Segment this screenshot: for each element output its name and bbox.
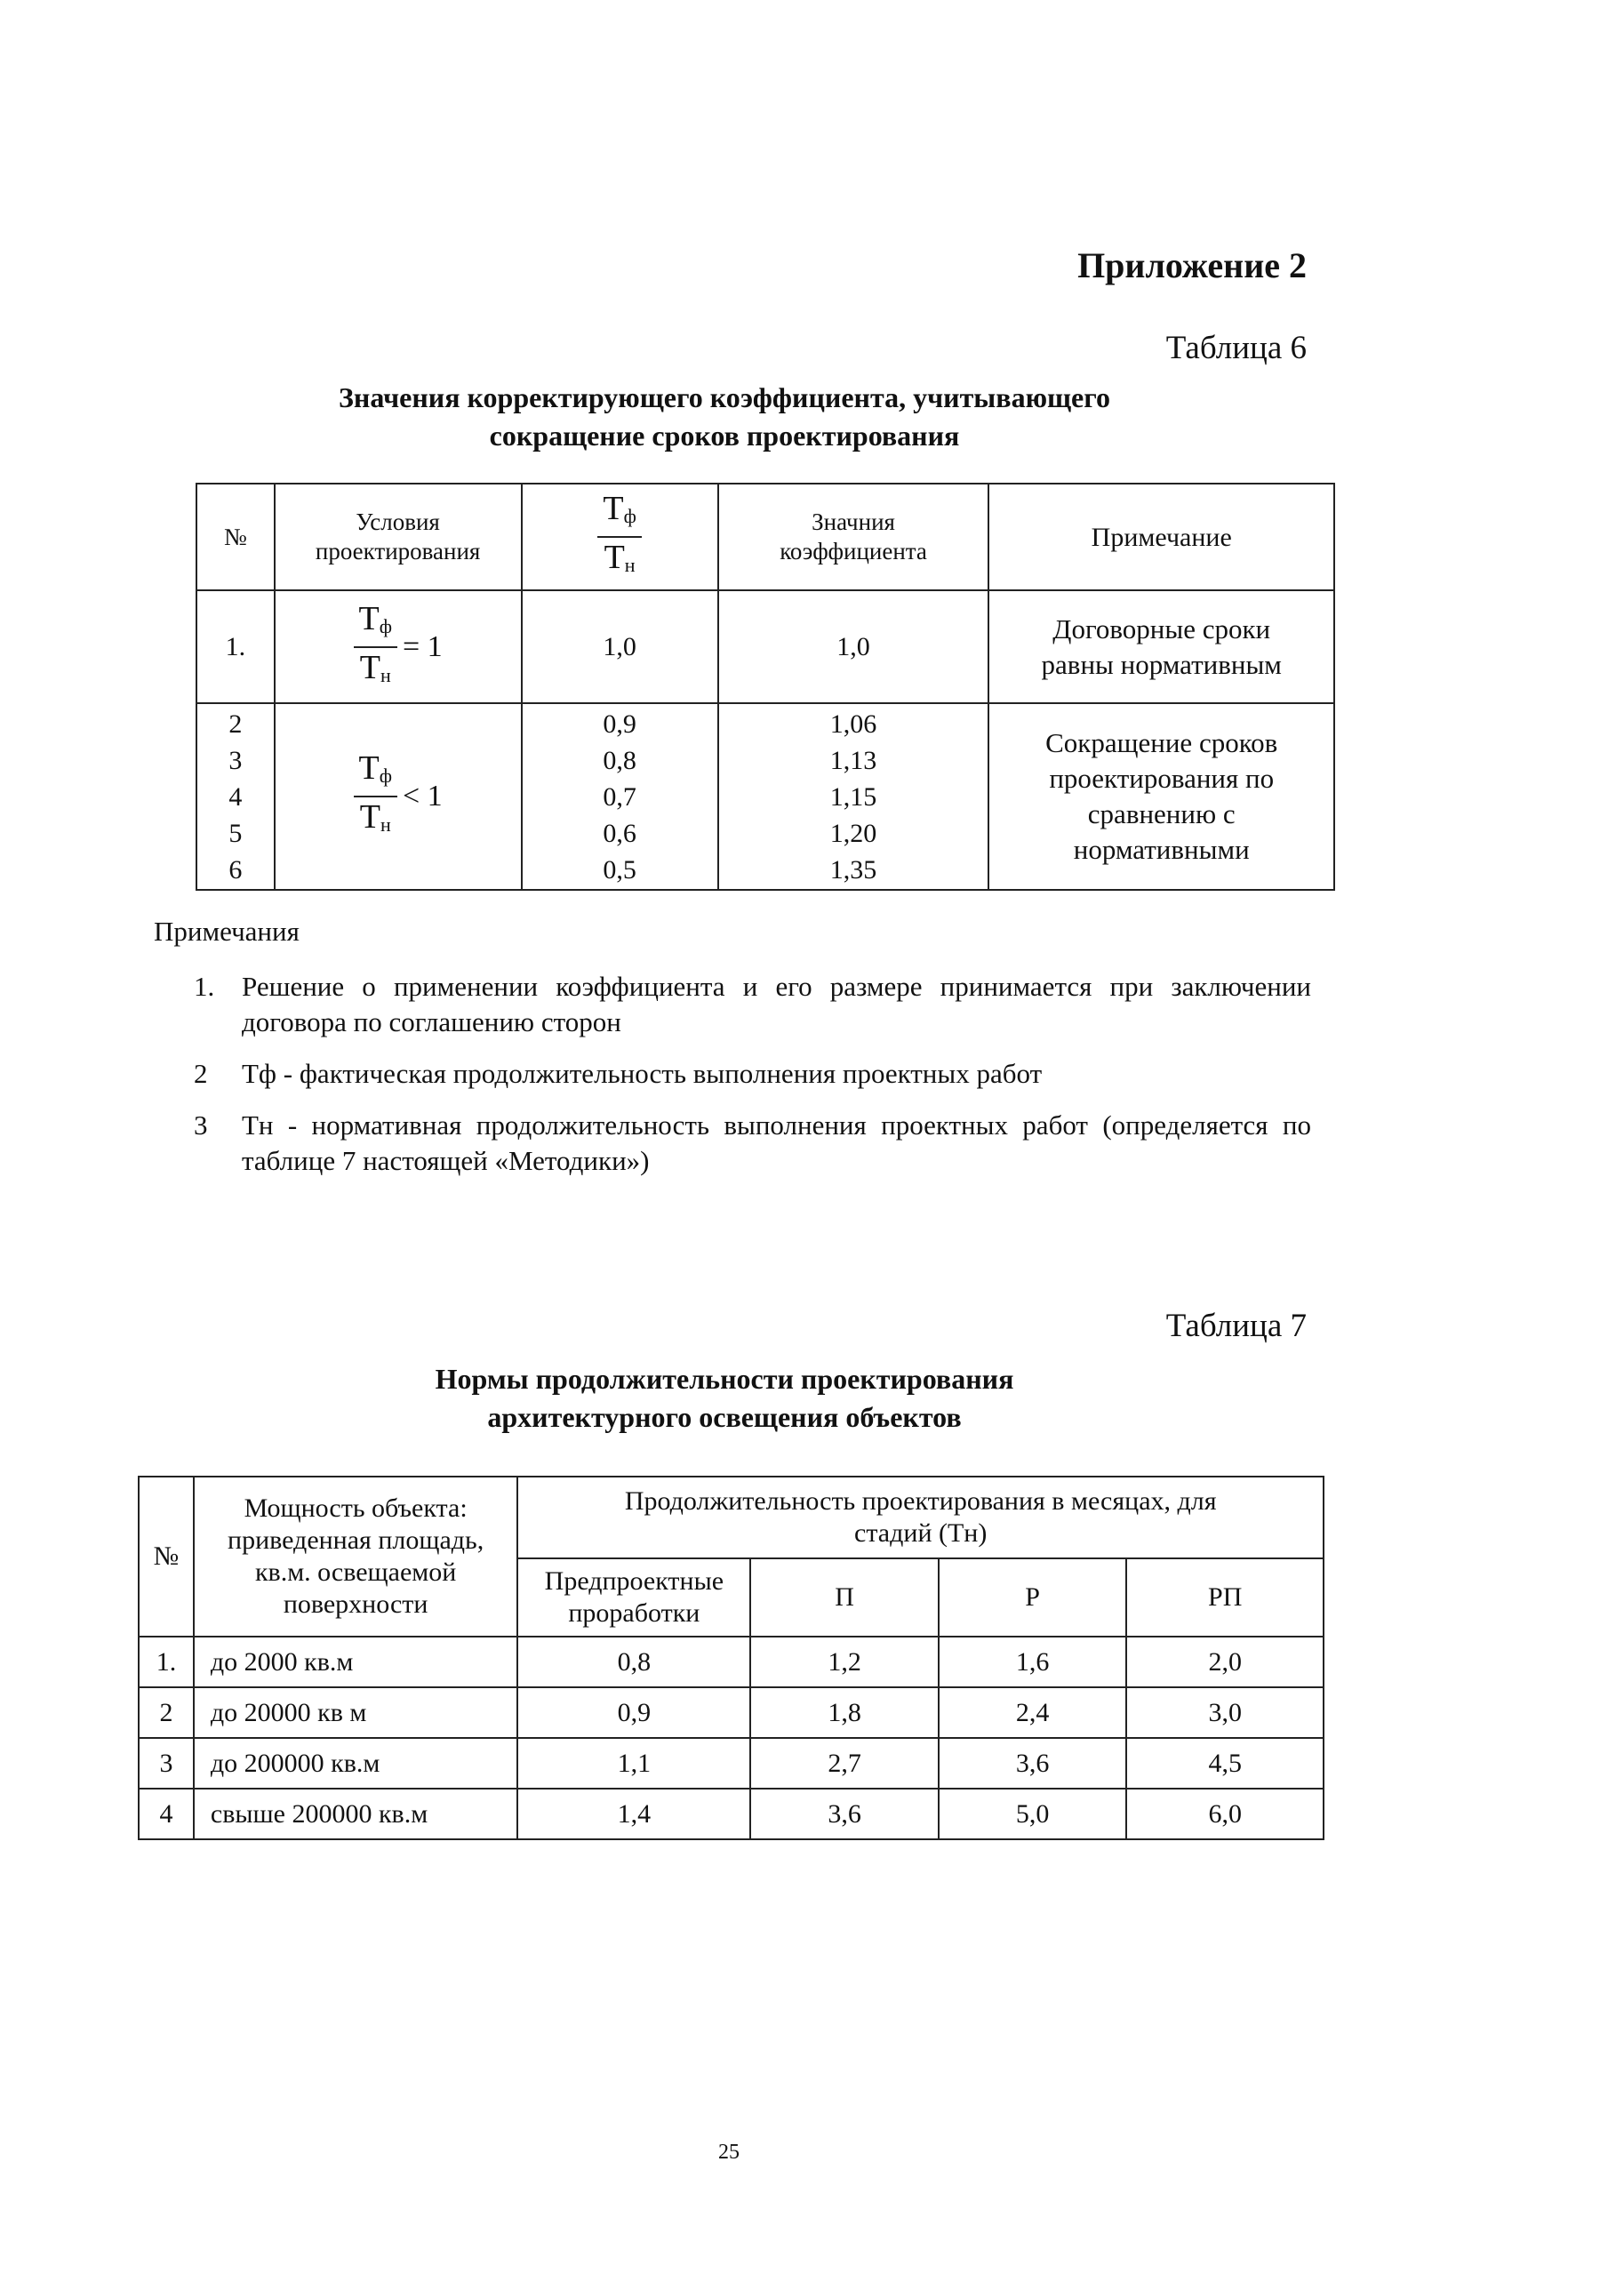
row-value: 6,0 [1126,1789,1324,1839]
row-capacity: свыше 200000 кв.м [194,1789,517,1839]
row1-condition-fraction: $\frac{Т_ф}{Т_н}$ [354,599,397,695]
header-num: № [139,1477,194,1637]
row-value: 3,0 [1126,1687,1324,1738]
group-condition-fraction: $\frac{Т_ф}{Т_н}$ [354,749,397,845]
group-ratios [522,703,718,890]
table-row [139,1738,1324,1789]
row-value: 1,2 [750,1637,939,1687]
row-value: 5,0 [939,1789,1127,1839]
row-value: 4,5 [1126,1738,1324,1789]
header-stage-rp: РП [1126,1558,1324,1637]
row1-condition-op: = 1 [403,629,443,663]
group-num: 5 [228,818,243,848]
header-duration: Продолжительность проектирования в месяцах, для стадий (Тн) [517,1477,1324,1558]
table6-title-line2: сокращение сроков проектирования [489,420,960,452]
group-condition [275,703,522,890]
table7-title-line1: Нормы продолжительности проектирования [435,1363,1014,1395]
row1-condition [275,590,522,703]
notes-heading: Примечания [154,916,300,947]
table7-label: Таблица 7 [1165,1308,1307,1344]
row-value: 0,9 [517,1687,750,1738]
note-text: Решение о применении коэффициента и его размере принимается при заключении договора по соглашению сторон [242,971,1311,1037]
table-row [139,1637,1324,1687]
table6-row-1 [196,590,1334,703]
group-nums [196,703,275,890]
group-coefficient: 1,06 [829,709,877,739]
note-text: Тн - нормативная продолжительность выполнения проектных работ (определяется по таблице 7 настоящей «Методики») [242,1109,1311,1176]
table6-header-row [196,484,1334,590]
group-num: 2 [228,709,243,739]
group-num: 3 [228,745,243,775]
header-ratio [522,484,718,590]
note-number: 2 [194,1058,208,1089]
note-item [194,1056,1311,1092]
group-note: Сокращение сроков проектирования по сравнению с нормативными [988,703,1334,890]
table7-header-row-1 [139,1477,1324,1558]
table-row [139,1789,1324,1839]
group-ratio: 0,8 [603,745,636,775]
group-num: 4 [228,781,243,812]
note-number: 1. [194,971,215,1002]
row-value: 1,4 [517,1789,750,1839]
appendix-label: Приложение 2 [1077,245,1307,285]
table6-title [204,379,1244,455]
row-num: 4 [139,1789,194,1839]
row-value: 1,1 [517,1738,750,1789]
table6 [196,483,1335,891]
header-stage-p: П [750,1558,939,1637]
row1-num: 1. [196,590,275,703]
group-coefficient: 1,15 [829,781,877,812]
header-stage-predesign: Предпроектные проработки [517,1558,750,1637]
table6-row-group [196,703,1334,890]
table-row [139,1687,1324,1738]
note-text: Тф - фактическая продолжительность выполнения проектных работ [242,1058,1043,1089]
row1-note: Договорные сроки равны нормативным [988,590,1334,703]
header-capacity: Мощность объекта: приведенная площадь, кв.м. освещаемой поверхности [194,1477,517,1637]
header-stage-r: Р [939,1558,1127,1637]
row-num: 1. [139,1637,194,1687]
ratio-fraction: $\frac{Т_ф}{Т_н}$ [597,489,641,585]
row-value: 1,6 [939,1637,1127,1687]
table7-title-line2: архитектурного освещения объектов [487,1401,962,1433]
row-num: 2 [139,1687,194,1738]
group-ratio: 0,7 [603,781,636,812]
group-num: 6 [228,854,243,885]
row-value: 2,4 [939,1687,1127,1738]
row-num: 3 [139,1738,194,1789]
row-value: 1,8 [750,1687,939,1738]
note-item [194,969,1311,1040]
group-coefficient: 1,20 [829,818,877,848]
table6-title-line1: Значения корректирующего коэффициента, учитывающего [339,381,1110,413]
row-capacity: до 20000 кв м [194,1687,517,1738]
header-num: № [196,484,275,590]
header-coefficient: Значния коэффициента [718,484,989,590]
group-ratio: 0,9 [603,709,636,739]
row-value: 3,6 [750,1789,939,1839]
note-item [194,1108,1311,1179]
page-number: 25 [718,2141,740,2164]
header-note: Примечание [988,484,1334,590]
group-ratio: 0,6 [603,818,636,848]
row1-coefficient: 1,0 [718,590,989,703]
group-ratio: 0,5 [603,854,636,885]
row-value: 0,8 [517,1637,750,1687]
table7 [138,1476,1324,1840]
row-value: 3,6 [939,1738,1127,1789]
table7-title [204,1360,1244,1437]
group-condition-op: < 1 [403,780,443,813]
group-coefficients [718,703,989,890]
row-capacity: до 2000 кв.м [194,1637,517,1687]
group-coefficient: 1,35 [829,854,877,885]
notes-list [194,969,1311,1195]
note-number: 3 [194,1109,208,1141]
row1-ratio: 1,0 [522,590,718,703]
group-coefficient: 1,13 [829,745,877,775]
row-capacity: до 200000 кв.м [194,1738,517,1789]
row-value: 2,7 [750,1738,939,1789]
header-conditions: Условия проектирования [275,484,522,590]
row-value: 2,0 [1126,1637,1324,1687]
table6-label: Таблица 6 [1165,330,1307,366]
